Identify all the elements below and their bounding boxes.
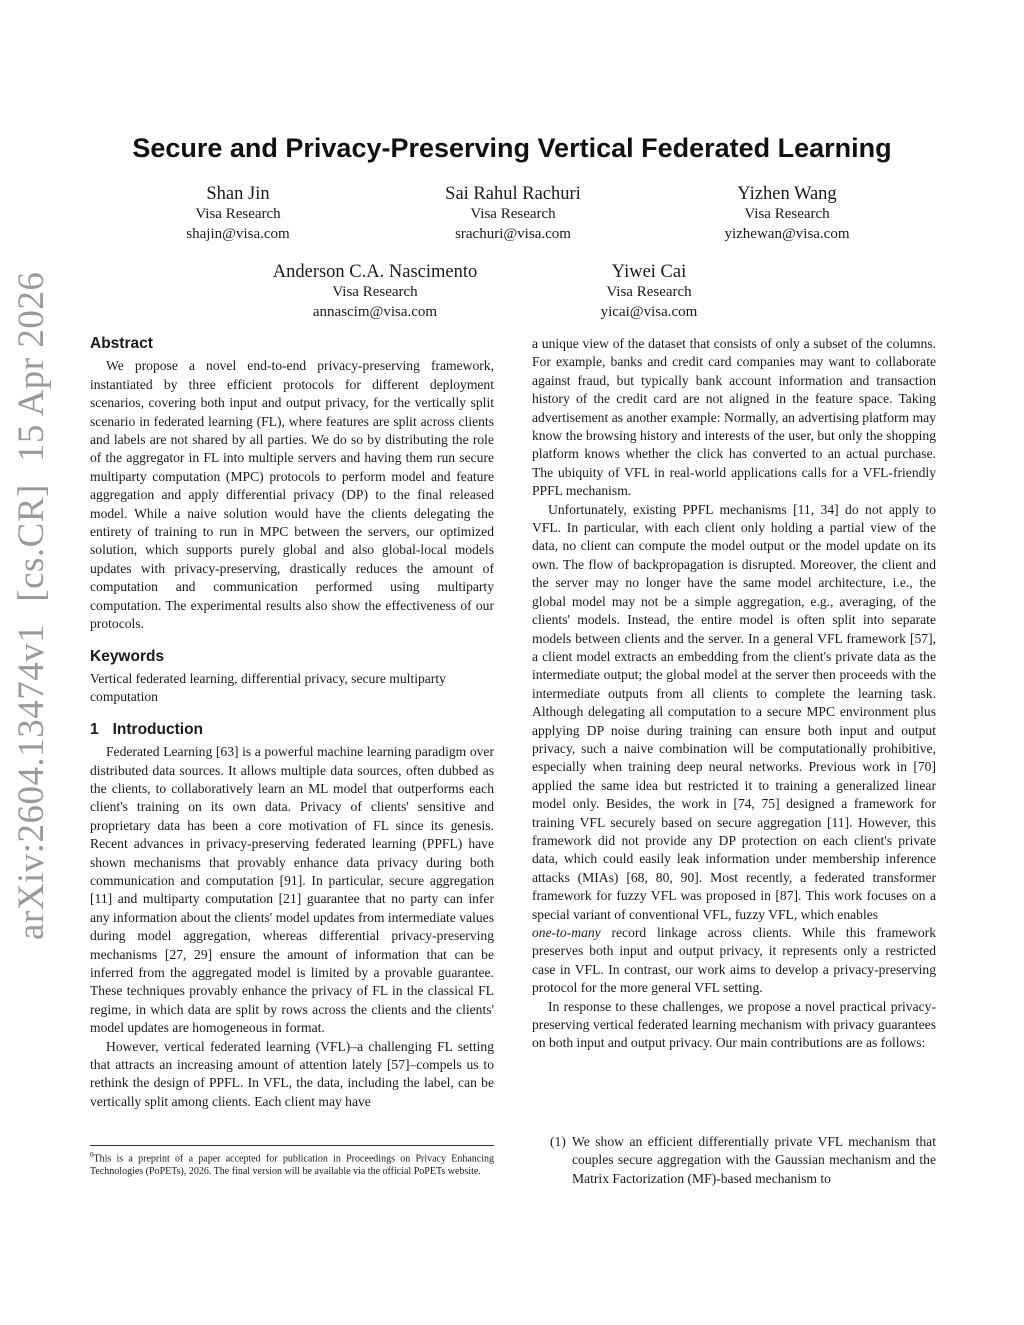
italic-phrase: one-to-many — [532, 925, 601, 940]
contribution-text: We show an efficient differentially private VFL mechanism that couples secure aggregation with the Gaussian mechanism and the Matrix Factorization (MF)-based mechanism to — [572, 1134, 936, 1186]
author-email: annascim@visa.com — [312, 304, 438, 320]
arxiv-date: 15 Apr 2026 — [11, 271, 52, 463]
right-column — [532, 335, 936, 1053]
author-email: srachuri@visa.com — [455, 226, 571, 242]
section-number: 1 — [90, 720, 99, 738]
author-email: shajin@visa.com — [186, 226, 290, 242]
author-block — [383, 184, 643, 244]
contribution-label: (1) — [550, 1134, 566, 1149]
author-name: Yizhen Wang — [737, 184, 837, 204]
author-email: yizhewan@visa.com — [724, 226, 850, 242]
intro-paragraph: Federated Learning [63] is a powerful machine learning paradigm over distributed data sources. It allows multiple data sources, often dubbed as the clients, to collaboratively learn an ML model that outperforms each client's training on its own data. Privacy of clients' sensitive and proprietary data has been a core motivation of FL since its genesis. Recent advances in privacy-preserving federated learning (PPFL) have shown mechanisms that provably enhance data privacy during both communication and computation [91]. In particular, secure aggregation [11] and multiparty computation [21] guarantee that no party can infer any information about the clients' model updates from intermediate values during model aggregation, whereas differential privacy-preserving mechanisms [27, 29] ensure the amount of information that can be inferred from the aggregated model is limited by a provable guarantee. These techniques provably enhance the privacy of FL in the classical FL regime, in which data are split by rows across the clients and the clients' model updates are homogeneous in format. — [90, 744, 494, 1036]
abstract-text: We propose a novel end-to-end privacy-preserving framework, instantiated by three efficient protocols for different deployment scenarios, covering both input and output privacy, for the vertically split scenario in federated learning (FL), where features are split across clients and labels are not shared by all parties. We do so by distributing the role of the aggregator in FL into multiple servers and having them run secure multiparty computation (MPC) protocols to perform model and feature aggregation and apply differential privacy (DP) to the final released model. While a naive solution would have the clients delegating the entirety of training to run in MPC between the servers, our optimized solution, which supports purely global and also global-local models updates with privacy-preserving, drastically reduces the amount of computation and communication performed using multiparty computation. The experimental results also show the effectiveness of our protocols. — [90, 358, 494, 632]
author-block — [657, 184, 917, 244]
author-affiliation: Visa Research — [606, 284, 692, 300]
author-name: Anderson C.A. Nascimento — [272, 262, 478, 282]
body-paragraph: a unique view of the dataset that consists of only a subset of the columns. For example, banks and credit card companies may want to collaborate against fraud, but typically bank account information and transaction history of the credit card are not aligned in the feature space. Taking advertisement as another example: Normally, an advertising platform may know the browsing history and interests of the user, but only the shopping platform knows whether the click has converted to an actual purchase. The ubiquity of VFL in real-world applications calls for a VFL-friendly PPFL mechanism. — [532, 336, 936, 499]
body-paragraph-continued — [532, 924, 936, 998]
left-column — [90, 335, 494, 1111]
author-block — [108, 184, 368, 244]
footnote-mark: 0 — [90, 1151, 94, 1159]
intro-paragraph: However, vertical federated learning (VFL)–a challenging FL setting that attracts an increasing amount of attention lately [57]–compels us to rethink the design of PPFL. In VFL, the data, including the label, can be vertically split among clients. Each client may have — [90, 1038, 494, 1109]
body-paragraph: Unfortunately, existing PPFL mechanisms [11, 34] do not apply to VFL. In particular, with each client only holding a partial view of the data, no client can compute the model output or the model update on its own. The flow of backpropagation is disrupted. Moreover, the client and the server may no longer have the same model architecture, i.e., the global model may not be a simple aggregation, e.g., averaging, of the clients' models. Instead, the entire model is often split into separate models between clients and the server. In a general VFL framework [57], a client model extracts an embedding from the client's private data as the intermediate output; the global model at the server then proceeds with the intermediate outputs from all clients to complete the learning task. Although delegating all computation to a secure MPC environment plus applying DP noise during training can ensure both input and output privacy, such a naive combination will be computationally prohibitive, especially when training deep neural networks. Previous work in [70] applied the same idea but restricted it to training a generalized linear model only. Besides, the work in [74, 75] designed a framework for training VFL securely based on secure aggregation [11]. However, this framework did not provide any DP protection on each client's private data, which could easily leak information under membership inference attacks (MIAs) [68, 80, 90]. Most recently, a federated transformer framework for fuzzy VFL was proposed in [87]. This work focuses on a special variant of conventional VFL, fuzzy VFL, which enables — [532, 501, 936, 922]
body-text: record linkage across clients. While this framework preserves both input and output privacy, it represents only a restricted case in VFL. In contrast, our work aims to develop a privacy-preserving protocol for the more general VFL setting. — [532, 925, 936, 996]
author-block — [519, 262, 779, 322]
author-name: Yiwei Cai — [611, 262, 687, 282]
author-affiliation: Visa Research — [744, 206, 830, 222]
arxiv-category: [cs.CR] — [11, 484, 52, 602]
body-paragraph: In response to these challenges, we propose a novel practical privacy-preserving vertical federated learning mechanism with privacy guarantees on both input and output privacy. Our main contributions are as follows: — [532, 998, 936, 1051]
footnote-text: This is a preprint of a paper accepted for publication in Proceedings on Privacy Enhancing Technologies (PoPETs), 2026. The final version will be available via the official PoPETs website. — [90, 1153, 494, 1177]
section-title: Introduction — [112, 720, 204, 738]
author-name: Sai Rahul Rachuri — [445, 184, 581, 204]
introduction-heading — [90, 721, 494, 739]
author-email: yicai@visa.com — [600, 304, 698, 320]
author-affiliation: Visa Research — [332, 284, 418, 300]
keywords-heading: Keywords — [90, 647, 165, 665]
keywords-text: Vertical federated learning, differential privacy, secure multiparty computation — [90, 670, 446, 705]
author-block — [245, 262, 505, 322]
author-affiliation: Visa Research — [195, 206, 281, 222]
arxiv-id: arXiv:2604.13474v1 — [11, 623, 52, 940]
author-affiliation: Visa Research — [470, 206, 556, 222]
contribution-item — [550, 1133, 936, 1188]
abstract-heading: Abstract — [90, 335, 153, 352]
author-name: Shan Jin — [206, 184, 270, 204]
paper-title: Secure and Privacy-Preserving Vertical Federated Learning — [132, 133, 892, 163]
arxiv-side-stamp — [10, 271, 53, 940]
footnote — [90, 1145, 494, 1178]
